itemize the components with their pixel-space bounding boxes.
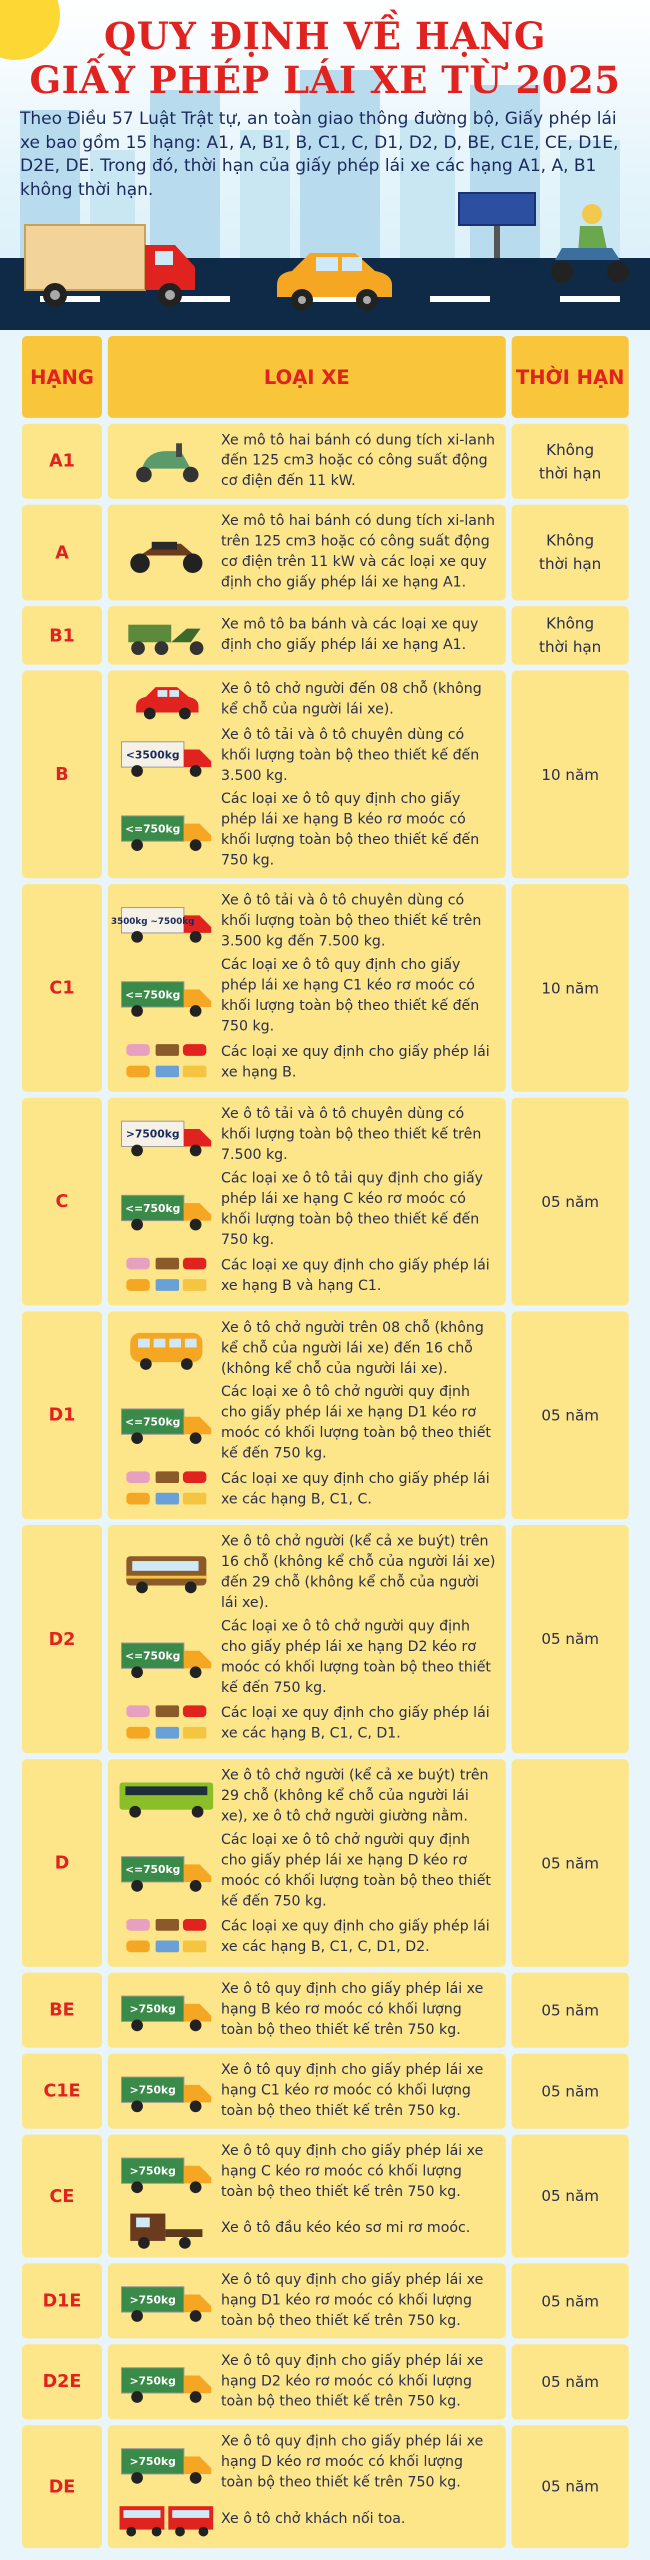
vehicle-entry	[115, 2351, 497, 2412]
table-row	[22, 884, 629, 1092]
license-duration	[511, 1525, 628, 1753]
weight-badge: >750kg	[129, 2454, 176, 2468]
license-class: CE	[22, 2135, 102, 2258]
duration-text: 05 năm	[540, 1192, 599, 1211]
vehicle-entry	[115, 2432, 497, 2493]
trailer-icon	[115, 1401, 216, 1446]
weight-badge: >7500kg	[125, 1127, 180, 1141]
vehicle-text: Xe ô tô chở khách nối toa.	[220, 2510, 406, 2527]
vehicle-text: Các loại xe quy định cho giấy phép lái xe các hạng B, C1, C, D1, D2.	[220, 1919, 490, 1956]
weight-badge: <=750kg	[124, 1201, 180, 1215]
tractor-head-icon	[115, 2206, 216, 2251]
vehicle-entry	[115, 955, 497, 1037]
title-line-2: GIẤY PHÉP LÁI XE TỪ 2025	[29, 58, 621, 102]
weight-badge: >750kg	[129, 2373, 176, 2387]
vehicles-group-icon	[115, 1467, 216, 1512]
duration-text: 10 năm	[540, 979, 599, 997]
vehicle-text: Các loại xe ô tô tải quy định cho giấy phép lái xe hạng C kéo rơ moóc có khối lượng toàn bộ theo thiết kế đến 750 kg.	[220, 1170, 483, 1248]
vehicle-entry	[115, 1040, 497, 1085]
license-class: C1E	[22, 2054, 102, 2129]
vehicle-entry	[115, 2270, 497, 2331]
license-class: C1	[22, 884, 102, 1092]
trailer-icon	[115, 1635, 216, 1680]
trailer-icon	[115, 1988, 216, 2033]
trailer-icon	[115, 808, 216, 853]
vehicle-entry	[115, 2060, 497, 2121]
table-row	[22, 1759, 629, 1967]
table-row	[22, 1311, 629, 1519]
vehicle-text: Các loại xe quy định cho giấy phép lái xe các hạng B, C1, C.	[220, 1471, 490, 1508]
table-row	[22, 2344, 629, 2419]
taxi-car-icon	[272, 240, 397, 315]
license-class: A	[22, 505, 102, 601]
license-duration	[511, 671, 628, 879]
tricycle-icon	[115, 613, 216, 658]
vehicle-entry	[110, 891, 497, 952]
license-class: D	[22, 1759, 102, 1967]
vehicle-entry	[115, 1766, 497, 1827]
license-duration	[511, 1759, 628, 1967]
license-class: B1	[22, 606, 102, 665]
truck-icon	[110, 899, 216, 944]
license-class: C	[22, 1098, 102, 1306]
vehicle-description	[107, 505, 505, 601]
vehicle-entry	[115, 1532, 497, 1614]
road-sign-icon	[458, 192, 536, 226]
header-class: HẠNG	[22, 336, 102, 418]
duration-text: Không thời hạn	[538, 532, 601, 574]
vehicle-description	[107, 671, 505, 879]
page-title	[0, 14, 650, 102]
license-duration	[511, 1098, 628, 1306]
vehicle-text: Xe mô tô hai bánh có dung tích xi-lanh trên 125 cm3 hoặc có công suất động cơ điện trên 11 kW và các loại xe quy định cho giấy phép lái xe hạng A1.	[220, 513, 495, 591]
table-row	[22, 2135, 629, 2258]
vehicle-text: Xe ô tô quy định cho giấy phép lái xe hạng D kéo rơ moóc có khối lượng toàn bộ theo thiết kế trên 750 kg.	[220, 2434, 483, 2491]
vehicle-entry	[115, 1467, 497, 1512]
vehicle-entry	[115, 2141, 497, 2202]
weight-badge: >750kg	[129, 2292, 176, 2306]
license-class: DE	[22, 2425, 102, 2548]
license-duration	[511, 424, 628, 499]
duration-text: Không thời hạn	[538, 614, 601, 656]
vehicle-text: Các loại xe ô tô chở người quy định cho giấy phép lái xe hạng D1 kéo rơ moóc có khối lượng toàn bộ theo thiết kế đến 750 kg.	[220, 1384, 491, 1462]
weight-badge: >750kg	[129, 2002, 176, 2016]
bus-icon	[115, 1550, 216, 1595]
vehicle-entry	[115, 790, 497, 872]
vehicle-entry	[115, 1830, 497, 1912]
trailer-icon	[115, 2150, 216, 2195]
vehicle-text: Xe ô tô quy định cho giấy phép lái xe hạng D1 kéo rơ moóc có khối lượng toàn bộ theo thiết kế trên 750 kg.	[220, 2272, 483, 2329]
weight-badge: <=750kg	[124, 988, 180, 1002]
vehicle-text: Xe ô tô quy định cho giấy phép lái xe hạng C kéo rơ moóc có khối lượng toàn bộ theo thiết kế trên 750 kg.	[220, 2143, 483, 2200]
vehicle-text: Xe ô tô tải và ô tô chuyên dùng có khối lượng toàn bộ theo thiết kế đến 3.500 kg.	[220, 727, 479, 784]
license-class: D1E	[22, 2263, 102, 2338]
weight-badge: 3500kg ~7500kg	[110, 916, 195, 927]
table-row	[22, 1973, 629, 2048]
vehicle-entry	[115, 613, 497, 658]
table-header-row	[22, 336, 629, 418]
duration-text: 05 năm	[540, 1630, 599, 1648]
vehicle-description	[107, 2425, 505, 2548]
motorcycle-icon	[115, 530, 216, 575]
header-duration: THỜI HẠN	[511, 336, 628, 418]
weight-badge: <=750kg	[124, 1649, 180, 1663]
vehicle-entry	[115, 1169, 497, 1251]
table-row	[22, 606, 629, 665]
articulated-bus-icon	[115, 2496, 216, 2541]
vehicle-entry	[115, 677, 497, 722]
table-row	[22, 2425, 629, 2548]
vehicle-entry	[115, 2496, 497, 2541]
weight-badge: <=750kg	[124, 1863, 180, 1877]
vehicle-description	[107, 1973, 505, 2048]
vehicle-entry	[115, 1254, 497, 1299]
trailer-icon	[115, 1188, 216, 1233]
weight-badge: >750kg	[129, 2083, 176, 2097]
vehicle-entry	[115, 431, 497, 492]
license-duration	[511, 2135, 628, 2258]
table-row	[22, 505, 629, 601]
vehicle-description	[107, 1759, 505, 1967]
header-vehicle: LOẠI XE	[107, 336, 505, 418]
header-banner	[0, 0, 650, 330]
vehicle-description	[107, 1098, 505, 1306]
vehicles-group-icon	[115, 1915, 216, 1960]
vehicle-text: Các loại xe ô tô chở người quy định cho giấy phép lái xe hạng D kéo rơ moóc có khối lượng toàn bộ theo thiết kế đến 750 kg.	[220, 1832, 491, 1910]
license-duration	[511, 606, 628, 665]
delivery-truck-icon	[20, 215, 200, 315]
vehicle-entry	[115, 1318, 497, 1379]
trailer-icon	[115, 2359, 216, 2404]
duration-text: 05 năm	[540, 1406, 599, 1425]
duration-text: 10 năm	[540, 765, 599, 784]
vehicle-text: Các loại xe quy định cho giấy phép lái xe hạng B và hạng C1.	[220, 1257, 490, 1294]
coach-icon	[115, 1774, 216, 1819]
license-duration	[511, 2054, 628, 2129]
duration-text: Không thời hạn	[538, 440, 601, 482]
vehicle-text: Xe ô tô quy định cho giấy phép lái xe hạng D2 kéo rơ moóc có khối lượng toàn bộ theo thiết kế trên 750 kg.	[220, 2353, 483, 2410]
license-duration	[511, 2344, 628, 2419]
table-row	[22, 671, 629, 879]
duration-text: 05 năm	[540, 2001, 599, 2020]
trailer-icon	[115, 2278, 216, 2323]
vehicle-text: Xe mô tô hai bánh có dung tích xi-lanh đến 125 cm3 hoặc có công suất động cơ điện đến 11 kW.	[220, 432, 495, 490]
intro-text: Theo Điều 57 Luật Trật tự, an toàn giao thông đường bộ, Giấy phép lái xe bao gồm 15 hạng: A1, A, B1, B, C1, C, D1, D2, D, BE, C1E, CE, D1E, D2E, DE. Trong đó, thời hạn của giấy phép lái xe các hạng A1, A, B1 không thời hạn.	[20, 109, 619, 200]
vehicle-entry	[115, 2206, 497, 2251]
vehicles-group-icon	[115, 1702, 216, 1747]
license-duration	[511, 505, 628, 601]
vehicle-description	[107, 1525, 505, 1753]
license-duration	[511, 1311, 628, 1519]
vehicle-text: Các loại xe quy định cho giấy phép lái xe các hạng B, C1, C, D1.	[220, 1705, 490, 1742]
license-class: D2	[22, 1525, 102, 1753]
vehicle-text: Xe ô tô chở người đến 08 chỗ (không kể chỗ của người lái xe).	[220, 681, 482, 718]
license-class: D1	[22, 1311, 102, 1519]
table-row	[22, 424, 629, 499]
license-table	[22, 336, 629, 2554]
weight-badge: <3500kg	[125, 747, 180, 761]
vehicle-text: Xe ô tô chở người (kể cả xe buýt) trên 16 chỗ (không kể chỗ của người lái xe) đến 29 chỗ (không kể chỗ của người lái xe).	[220, 1533, 496, 1611]
truck-icon	[115, 733, 216, 778]
trailer-icon	[115, 974, 216, 1019]
vehicle-text: Xe ô tô đầu kéo kéo sơ mi rơ moóc.	[220, 2219, 470, 2236]
vehicle-text: Các loại xe ô tô quy định cho giấy phép lái xe hạng C1 kéo rơ moóc có khối lượng toàn bộ theo thiết kế đến 750 kg.	[220, 957, 479, 1035]
vehicle-text: Xe ô tô tải và ô tô chuyên dùng có khối lượng toàn bộ theo thiết kế trên 7.500 kg.	[220, 1106, 481, 1164]
vehicle-entry	[115, 1980, 497, 2041]
vehicle-description	[107, 2054, 505, 2129]
duration-text: 05 năm	[540, 2292, 599, 2310]
truck-icon	[115, 1113, 216, 1158]
vehicle-description	[107, 2344, 505, 2419]
vehicle-text: Xe mô tô ba bánh và các loại xe quy định cho giấy phép lái xe hạng A1.	[220, 616, 479, 653]
vehicle-entry	[115, 1617, 497, 1699]
weight-badge: <=750kg	[124, 822, 180, 836]
duration-text: 05 năm	[540, 2187, 599, 2205]
license-duration	[511, 2425, 628, 2548]
minibus-icon	[115, 1326, 216, 1371]
vehicle-description	[107, 1311, 505, 1519]
license-class: D2E	[22, 2344, 102, 2419]
vehicle-text: Các loại xe ô tô quy định cho giấy phép lái xe hạng B kéo rơ moóc có khối lượng toàn bộ theo thiết kế đến 750 kg.	[220, 791, 479, 869]
weight-badge: <=750kg	[124, 1415, 180, 1429]
weight-badge: >750kg	[129, 2164, 176, 2178]
vehicle-description	[107, 2135, 505, 2258]
scooter-icon	[115, 439, 216, 484]
table-row	[22, 2054, 629, 2129]
duration-text: 05 năm	[540, 2373, 599, 2391]
duration-text: 05 năm	[540, 2477, 599, 2496]
trailer-icon	[115, 1849, 216, 1894]
duration-text: 05 năm	[540, 1854, 599, 1872]
vehicle-entry	[115, 1383, 497, 1465]
table-row	[22, 1098, 629, 1306]
vehicle-entry	[115, 1702, 497, 1747]
table-row	[22, 2263, 629, 2338]
trailer-icon	[115, 2440, 216, 2485]
title-line-1: QUY ĐỊNH VỀ HẠNG	[104, 14, 546, 58]
vehicle-text: Các loại xe quy định cho giấy phép lái xe hạng B.	[220, 1044, 490, 1081]
license-duration	[511, 1973, 628, 2048]
vehicle-text: Các loại xe ô tô chở người quy định cho giấy phép lái xe hạng D2 kéo rơ moóc có khối lượng toàn bộ theo thiết kế đến 750 kg.	[220, 1618, 491, 1696]
vehicle-entry	[115, 512, 497, 594]
vehicle-description	[107, 424, 505, 499]
duration-text: 05 năm	[540, 2082, 599, 2100]
license-duration	[511, 884, 628, 1092]
vehicle-text: Xe ô tô quy định cho giấy phép lái xe hạng B kéo rơ moóc có khối lượng toàn bộ theo thiết kế trên 750 kg.	[220, 1981, 483, 2039]
vehicle-description	[107, 606, 505, 665]
vehicle-entry	[115, 1915, 497, 1960]
vehicles-group-icon	[115, 1040, 216, 1085]
license-class: A1	[22, 424, 102, 499]
vehicle-description	[107, 2263, 505, 2338]
license-class: BE	[22, 1973, 102, 2048]
vehicle-text: Xe ô tô tải và ô tô chuyên dùng có khối lượng toàn bộ theo thiết kế trên 3.500 kg đến 7.500 kg.	[220, 892, 481, 950]
license-class: B	[22, 671, 102, 879]
vehicle-text: Xe ô tô chở người trên 08 chỗ (không kể chỗ của người lái xe) đến 16 chỗ (không kể chỗ của người lái xe).	[220, 1320, 484, 1377]
vehicle-text: Xe ô tô quy định cho giấy phép lái xe hạng C1 kéo rơ moóc có khối lượng toàn bộ theo thiết kế trên 750 kg.	[220, 2062, 483, 2119]
car-icon	[115, 677, 216, 722]
vehicles-group-icon	[115, 1254, 216, 1299]
license-duration	[511, 2263, 628, 2338]
vehicle-entry	[115, 1105, 497, 1166]
vehicle-entry	[115, 725, 497, 786]
table-row	[22, 1525, 629, 1753]
vehicle-description	[107, 884, 505, 1092]
motorbike-rider-icon	[540, 200, 640, 290]
trailer-icon	[115, 2069, 216, 2114]
vehicle-text: Xe ô tô chở người (kể cả xe buýt) trên 29 chỗ (không kể chỗ của người lái xe), xe ô tô chở người giường nằm.	[220, 1767, 489, 1825]
